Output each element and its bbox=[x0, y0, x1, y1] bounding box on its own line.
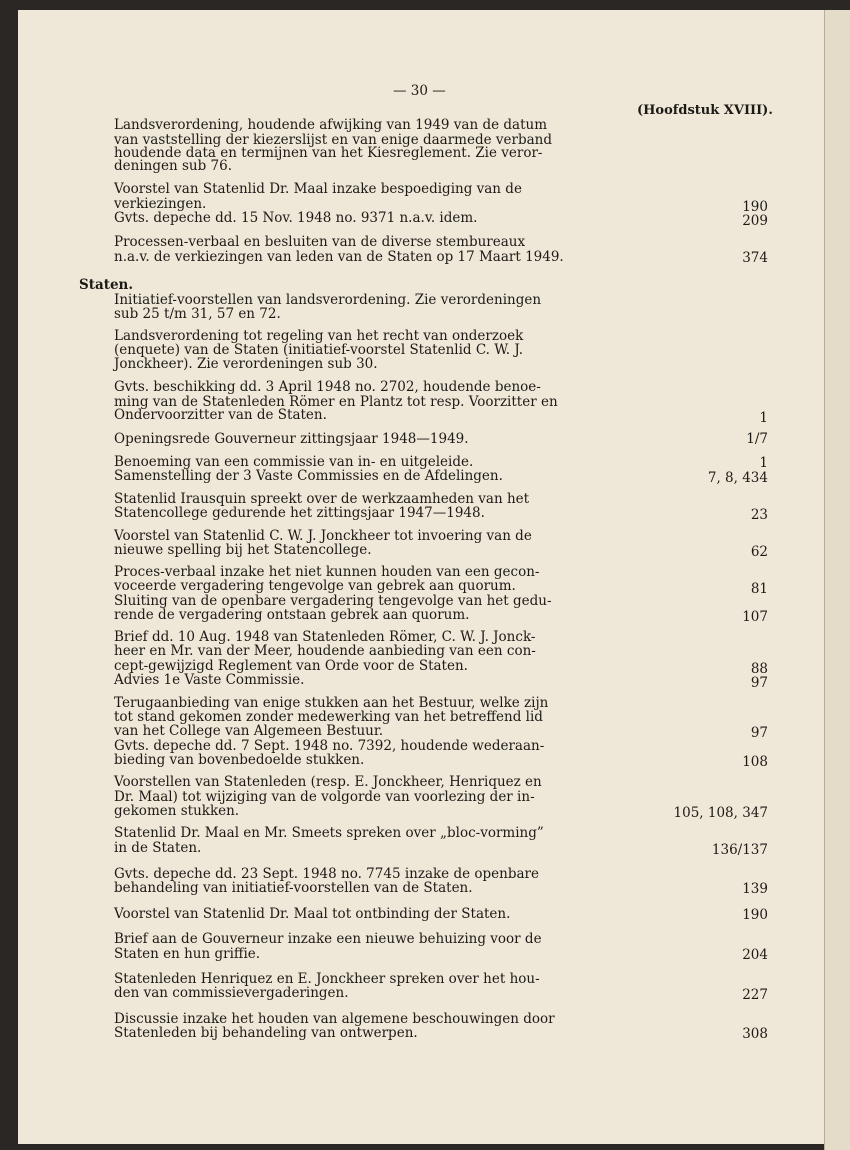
page-reference: 136/137 bbox=[711, 842, 768, 858]
page-number: — 30 — bbox=[393, 83, 446, 99]
page-reference: 227 bbox=[742, 987, 768, 1003]
scan-top-border bbox=[0, 0, 850, 10]
entry-line: voceerde vergadering tengevolge van gebrek aan quorum. bbox=[114, 578, 516, 594]
entry-line: Gvts. depeche dd. 7 Sept. 1948 no. 7392, houdende wederaan- bbox=[114, 738, 545, 754]
entry-line: Openingsrede Gouverneur zittingsjaar 1948—1949. bbox=[114, 431, 469, 447]
section-heading: Staten. bbox=[79, 277, 134, 293]
entry-line: den van commissievergaderingen. bbox=[114, 985, 349, 1001]
chapter-heading: (Hoofdstuk XVIII). bbox=[637, 103, 773, 118]
entry-line: Landsverordening tot regeling van het recht van onderzoek bbox=[114, 328, 524, 344]
entry-line: sub 25 t/m 31, 57 en 72. bbox=[114, 306, 281, 322]
entry-line: Statenleden Henriquez en E. Jonckheer spreken over het hou- bbox=[114, 971, 540, 987]
entry-line: heer en Mr. van der Meer, houdende aanbieding van een con- bbox=[114, 643, 536, 659]
entry-line: Advies 1e Vaste Commissie. bbox=[114, 672, 305, 688]
entry-line: Jonckheer). Zie verordeningen sub 30. bbox=[114, 356, 378, 372]
page-reference: 190 bbox=[742, 199, 768, 215]
entry-line: Dr. Maal) tot wijziging van de volgorde van voorlezing der in- bbox=[114, 789, 535, 805]
entry-line: Processen-verbaal en besluiten van de diverse stembureaux bbox=[114, 234, 526, 250]
entry-line: Voorstel van Statenlid C. W. J. Jonckheer tot invoering van de bbox=[114, 528, 532, 544]
entry-line: deningen sub 76. bbox=[114, 158, 232, 174]
page-reference: 204 bbox=[742, 947, 768, 963]
page-reference: 209 bbox=[742, 213, 768, 229]
page-reference: 190 bbox=[742, 907, 768, 923]
entry-line: behandeling van initiatief-voorstellen van de Staten. bbox=[114, 880, 473, 896]
entry-line: Terugaanbieding van enige stukken aan het Bestuur, welke zijn bbox=[114, 695, 549, 711]
entry-line: Benoeming van een commissie van in- en uitgeleide. bbox=[114, 454, 474, 470]
entry-line: Samenstelling der 3 Vaste Commissies en de Afdelingen. bbox=[114, 468, 503, 484]
entry-line: Voorstel van Statenlid Dr. Maal tot ontbinding der Staten. bbox=[114, 906, 511, 922]
page-reference: 107 bbox=[742, 609, 768, 625]
entry-line: Brief dd. 10 Aug. 1948 van Statenleden Römer, C. W. J. Jonck- bbox=[114, 629, 536, 645]
page-reference: 97 bbox=[750, 675, 768, 691]
entry-line: van vaststelling der kiezerslijst en van enige daarmede verband bbox=[114, 132, 552, 148]
entry-line: Gvts. beschikking dd. 3 April 1948 no. 2702, houdende benoe- bbox=[114, 379, 541, 395]
entry-line: houdende data en termijnen van het Kiesreglement. Zie veror- bbox=[114, 145, 543, 161]
entry-line: cept-gewijzigd Reglement van Orde voor de Staten. bbox=[114, 658, 468, 674]
next-page-edge bbox=[824, 10, 850, 1150]
page-reference: 88 bbox=[750, 661, 768, 677]
entry-line: Brief aan de Gouverneur inzake een nieuwe behuizing voor de bbox=[114, 931, 542, 947]
entry-line: Staten en hun griffie. bbox=[114, 946, 261, 962]
entry-line: Landsverordening, houdende afwijking van 1949 van de datum bbox=[114, 117, 547, 133]
page-reference: 97 bbox=[750, 725, 768, 741]
entry-line: Statencollege gedurende het zittingsjaar 1947—1948. bbox=[114, 505, 485, 521]
entry-line: in de Staten. bbox=[114, 840, 202, 856]
entry-line: Statenlid Dr. Maal en Mr. Smeets spreken over „bloc-vorming” bbox=[114, 825, 544, 841]
entry-line: Discussie inzake het houden van algemene beschouwingen door bbox=[114, 1011, 555, 1027]
entry-line: Voorstellen van Statenleden (resp. E. Jonckheer, Henriquez en bbox=[114, 774, 542, 790]
page-reference: 105, 108, 347 bbox=[673, 805, 768, 821]
entry-line: n.a.v. de verkiezingen van leden van de Staten op 17 Maart 1949. bbox=[114, 249, 564, 265]
page-reference: 1/7 bbox=[746, 431, 768, 447]
entry-line: Voorstel van Statenlid Dr. Maal inzake bespoediging van de bbox=[114, 181, 522, 197]
page-reference: 1 bbox=[759, 410, 768, 426]
entry-line: ming van de Statenleden Römer en Plantz tot resp. Voorzitter en bbox=[114, 394, 558, 410]
entry-line: Gvts. depeche dd. 15 Nov. 1948 no. 9371 n.a.v. idem. bbox=[114, 210, 478, 226]
page-reference: 308 bbox=[742, 1026, 768, 1042]
entry-line: Initiatief-voorstellen van landsverordening. Zie verordeningen bbox=[114, 292, 542, 308]
entry-line: Proces-verbaal inzake het niet kunnen houden van een gecon- bbox=[114, 564, 540, 580]
entry-line: van het College van Algemeen Bestuur. bbox=[114, 723, 384, 739]
entry-line: gekomen stukken. bbox=[114, 803, 240, 819]
entry-line: Gvts. depeche dd. 23 Sept. 1948 no. 7745 inzake de openbare bbox=[114, 866, 539, 882]
page-reference: 374 bbox=[742, 250, 768, 266]
entry-line: rende de vergadering ontstaan gebrek aan quorum. bbox=[114, 607, 470, 623]
page-reference: 81 bbox=[750, 581, 768, 597]
entry-line: Sluiting van de openbare vergadering tengevolge van het gedu- bbox=[114, 593, 552, 609]
entry-line: Ondervoorzitter van de Staten. bbox=[114, 407, 327, 423]
page-reference: 7, 8, 434 bbox=[707, 470, 768, 486]
page-reference: 108 bbox=[742, 754, 768, 770]
entry-line: Statenlid Irausquin spreekt over de werkzaamheden van het bbox=[114, 491, 530, 507]
entry-line: verkiezingen. bbox=[114, 196, 207, 212]
entry-line: tot stand gekomen zonder medewerking van het betreffend lid bbox=[114, 709, 543, 725]
entry-line: Statenleden bij behandeling van ontwerpen. bbox=[114, 1025, 418, 1041]
page-reference: 62 bbox=[750, 544, 768, 560]
page-reference: 1 bbox=[759, 455, 768, 471]
page-reference: 139 bbox=[742, 881, 768, 897]
entry-line: nieuwe spelling bij het Statencollege. bbox=[114, 542, 372, 558]
entry-line: bieding van bovenbedoelde stukken. bbox=[114, 752, 365, 768]
page-reference: 23 bbox=[750, 507, 768, 523]
entry-line: (enquete) van de Staten (initiatief-voorstel Statenlid C. W. J. bbox=[114, 342, 524, 358]
scan-bottom-border bbox=[0, 1144, 824, 1150]
